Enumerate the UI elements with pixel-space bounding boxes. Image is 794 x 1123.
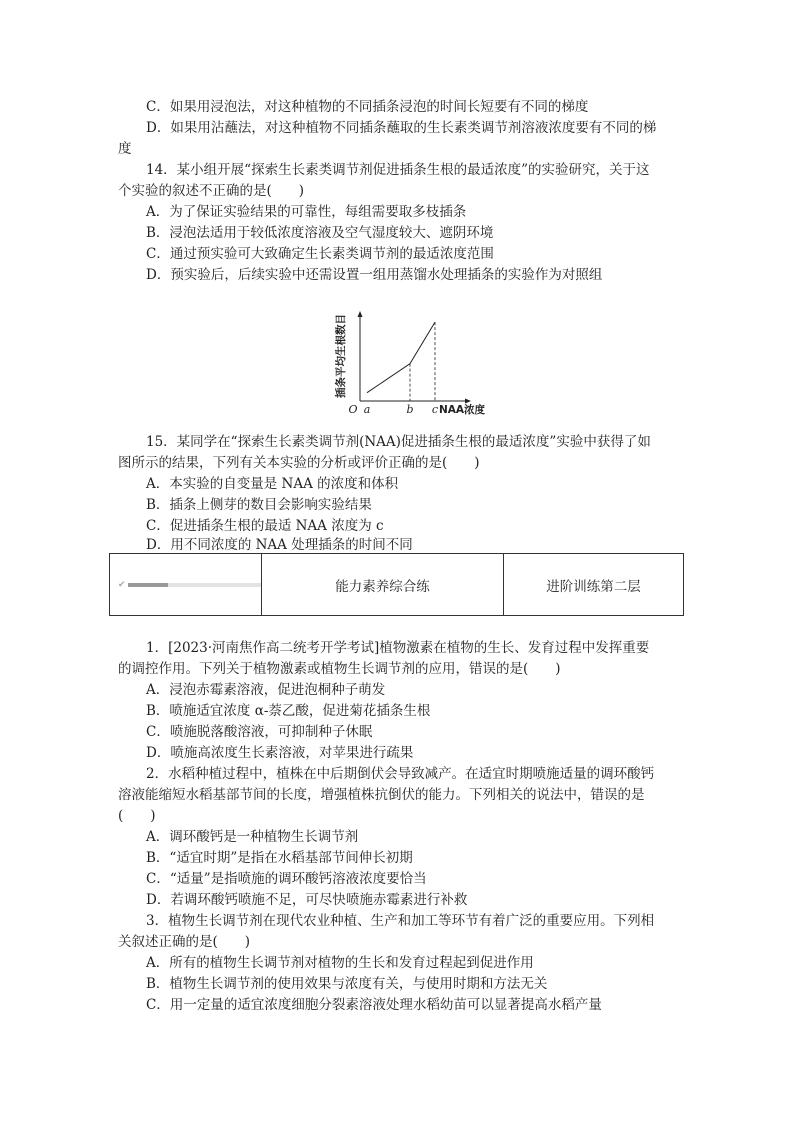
q3-stem-wrap: 关叙述正确的是( ): [118, 934, 251, 950]
q15-option-d: D．用不同浓度的 NAA 处理插条的时间不同: [146, 537, 413, 553]
q2-option-a: A．调环酸钙是一种植物生长调节剂: [146, 829, 359, 845]
q3-option-c: C．用一定量的适宜浓度细胞分裂素溶液处理水稻幼苗可以显著提高水稻产量: [146, 997, 602, 1013]
y-axis-label: 插条平均生根数目: [335, 314, 347, 398]
x-axis-label: NAA浓度: [439, 404, 486, 416]
q2-stem: 2．水稻种植过程中，植株在中后期倒伏会导致减产。在适宜时期喷施适量的调环酸钙: [146, 766, 655, 782]
q15-option-a: A．本实验的自变量是 NAA 的浓度和体积: [146, 476, 399, 492]
q1-option-c: C．喷施脱落酸溶液，可抑制种子休眠: [146, 724, 373, 740]
progress-bar: [128, 583, 261, 587]
x-axis-arrow: [465, 399, 471, 404]
y-axis-arrow: [358, 311, 363, 317]
q14-stem-wrap: 个实验的叙述不正确的是( ): [118, 183, 305, 199]
q2-stem-wrap-2: ( ): [118, 808, 156, 824]
q3-option-a: A．所有的植物生长调节剂对植物的生长和发育过程起到促进作用: [146, 955, 534, 971]
q15-stem-wrap: 图所示的结果，下列有关本实验的分析或评价正确的是( ): [118, 455, 480, 471]
q3-option-b: B．植物生长调节剂的使用效果与浓度有关，与使用时期和方法无关: [146, 976, 548, 992]
check-icon: ✔: [118, 579, 126, 590]
q2-option-d: D．若调环酸钙喷施不足，可尽快喷施赤霉素进行补救: [146, 892, 468, 908]
q1-stem: 1．[2023·河南焦作高二统考开学考试]植物激素在植物的生长、发育过程中发挥重要: [146, 640, 650, 656]
q14-option-c: C．通过预实验可大致确定生长素类调节剂的最适浓度范围: [146, 246, 494, 262]
q2-stem-wrap: 溶液能缩短水稻基部节间的长度，增强植株抗倒伏的能力。下列相关的说法中，错误的是: [118, 787, 645, 803]
q3-stem: 3．植物生长调节剂在现代农业种植、生产和加工等环节有着广泛的重要应用。下列相: [146, 913, 655, 929]
origin-label: O: [348, 403, 358, 416]
q15-option-b: B．插条上侧芽的数目会影响实验结果: [146, 497, 372, 513]
x-tick-b: b: [406, 403, 414, 416]
q14-option-a: A．为了保证实验结果的可靠性，每组需要取多枝插条: [146, 204, 467, 220]
section-banner: [109, 553, 684, 616]
q1-option-a: A．浸泡赤霉素溶液，促进泡桐种子萌发: [146, 682, 386, 698]
q13-option-d-wrap: 度: [118, 141, 132, 157]
q2-option-c: C．“适量”是指喷施的调环酸钙溶液浓度要恰当: [146, 871, 427, 887]
q14-option-b: B．浸泡法适用于较低浓度溶液及空气湿度较大、遮阴环境: [146, 225, 494, 241]
q14-stem: 14．某小组开展“探索生长素类调节剂促进插条生根的最适浓度”的实验研究，关于这: [146, 162, 650, 178]
q15-stem: 15．某同学在“探索生长素类调节剂(NAA)促进插条生根的最适浓度”实验中获得了如: [146, 434, 651, 450]
x-tick-c: c: [431, 403, 439, 416]
progress-fill: [128, 583, 168, 587]
progress-cell: [110, 554, 262, 615]
series-line: [367, 322, 435, 393]
q2-option-b: B．“适宜时期”是指在水稻基部节间伸长初期: [146, 850, 413, 866]
q13-option-c: C．如果用浸泡法，对这种植物的不同插条浸泡的时间长短要有不同的梯度: [146, 99, 589, 115]
q1-stem-wrap: 的调控作用。下列关于植物激素或植物生长调节剂的应用，错误的是( ): [118, 661, 561, 677]
x-tick-a: a: [363, 403, 371, 416]
q14-option-d: D．预实验后，后续实验中还需设置一组用蒸馏水处理插条的实验作为对照组: [146, 267, 603, 283]
section-title: 能力素养综合练: [262, 554, 504, 615]
q1-option-d: D．喷施高浓度生长素溶液，对苹果进行疏果: [146, 745, 414, 761]
q1-option-b: B．喷施适宜浓度 α-萘乙酸，促进菊花插条生根: [146, 703, 431, 719]
q15-option-c: C．促进插条生根的最适 NAA 浓度为 c: [146, 518, 384, 534]
section-level: 进阶训练第二层: [546, 578, 641, 595]
naa-rooting-chart: [318, 308, 498, 420]
q13-option-d: D．如果用沾蘸法，对这种植物不同插条蘸取的生长素类调节剂溶液浓度要有不同的梯: [146, 120, 657, 136]
